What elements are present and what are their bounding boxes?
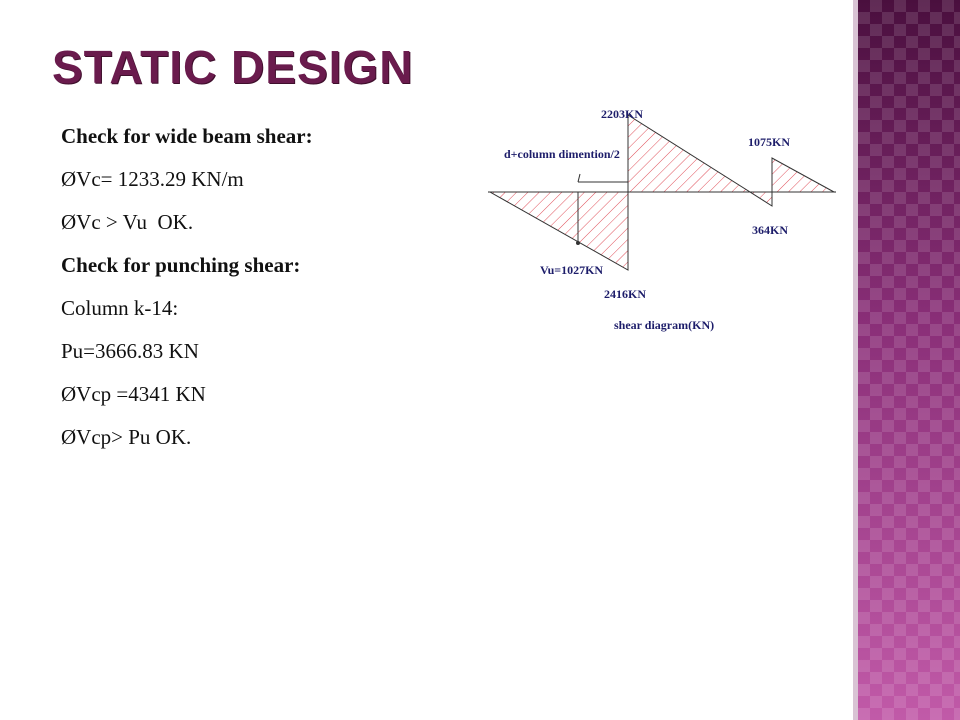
line-column: Column k-14: bbox=[61, 296, 179, 320]
decorative-sidebar bbox=[858, 0, 960, 720]
diagram-caption: shear diagram(KN) bbox=[614, 318, 715, 332]
label-right-negative: 364KN bbox=[752, 223, 788, 237]
body-text-list bbox=[61, 120, 313, 464]
heading-punching-shear: Check for punching shear: bbox=[61, 253, 301, 277]
line-phi-vcp-value: ØVcp =4341 KN bbox=[61, 382, 206, 406]
shear-region-small-negative bbox=[750, 192, 772, 206]
shear-region-middle bbox=[628, 115, 750, 192]
line-phi-vc-check: ØVc > Vu OK. bbox=[61, 210, 194, 234]
shear-region-right bbox=[772, 158, 834, 192]
shear-diagram bbox=[484, 100, 844, 340]
d-column-marker-point bbox=[576, 241, 580, 245]
label-vu: Vu=1027KN bbox=[540, 263, 604, 277]
line-phi-vc-value: ØVc= 1233.29 KN/m bbox=[61, 167, 244, 191]
label-right-peak: 1075KN bbox=[748, 135, 790, 149]
label-d-column: d+column dimention/2 bbox=[504, 147, 620, 161]
line-pu-value: Pu=3666.83 KN bbox=[61, 339, 199, 363]
line-phi-vcp-check: ØVcp> Pu OK. bbox=[61, 425, 192, 449]
label-top-peak: 2203KN bbox=[601, 107, 643, 121]
slide-title: STATIC DESIGN bbox=[52, 41, 414, 93]
heading-wide-beam-shear: Check for wide beam shear: bbox=[61, 124, 313, 148]
label-bottom-peak: 2416KN bbox=[604, 287, 646, 301]
shear-region-left bbox=[490, 192, 628, 270]
d-column-leader bbox=[578, 174, 580, 182]
